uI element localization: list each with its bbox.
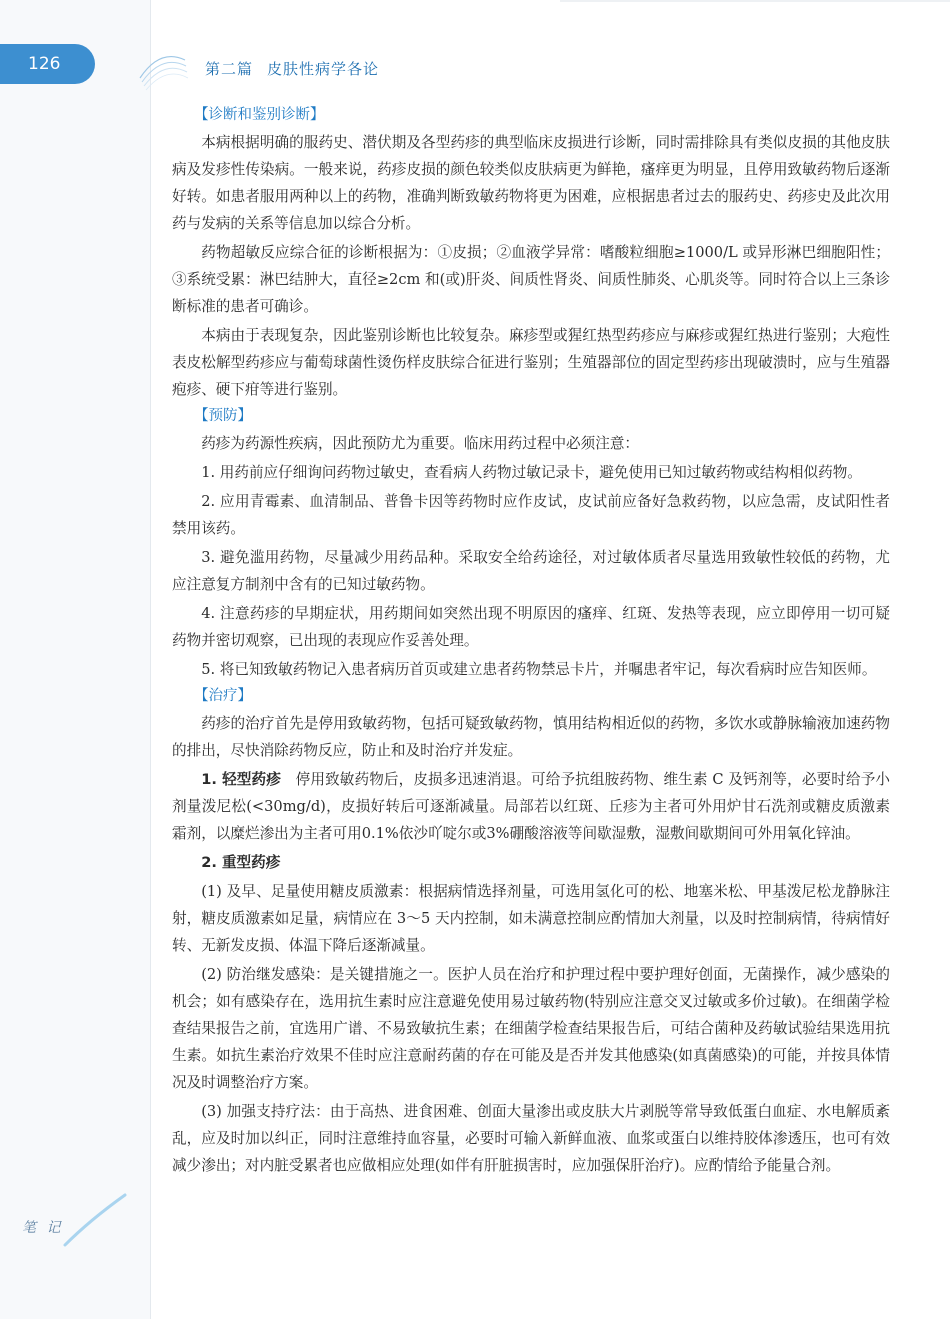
prevention-intro: 药疹为药源性疾病，因此预防尤为重要。临床用药过程中必须注意：: [201, 435, 640, 452]
page-number: 126: [28, 54, 61, 74]
treatment-severe-label: 2. 重型药疹: [201, 854, 281, 871]
heading-treatment: 【治疗】: [194, 688, 252, 704]
treatment-severe-item-3: (3) 加强支持疗法：由于高热、进食困难、创面大量渗出或皮肤大片剥脱等常导致低蛋白血症、水电解质紊乱，应及时加以纠正，同时注意维持血容量，必要时可输入新鲜血液、血浆或蛋白以维持胶体渗透压，也可有效减少渗出；对内脏受累者也应做相应处理(如伴有肝脏损害时，应加强保肝治疗)。应酌情给予能量合剂。: [172, 1103, 890, 1174]
margin-rule: [150, 0, 151, 1319]
treatment-severe-item-2: (2) 防治继发感染：是关键措施之一。医护人员在治疗和护理过程中要护理好创面，无菌操作，减少感染的机会；如有感染存在，选用抗生素时应注意避免使用易过敏药物(特别应注意交叉过敏或多价过敏)。在细菌学检查结果报告之前，宜选用广谱、不易致敏抗生素；在细菌学检查结果报告后，可结合菌种及药敏试验结果选用抗生素。如抗生素治疗效果不佳时应注意耐药菌的存在可能及是否并发其他感染(如真菌感染)的可能，并按具体情况及时调整治疗方案。: [172, 966, 890, 1091]
prevention-item-3: 3. 避免滥用药物，尽量减少用药品种。采取安全给药途径，对过敏体质者尽量选用致敏性较低的药物，尤应注意复方制剂中含有的已知过敏药物。: [172, 549, 890, 593]
running-header: [205, 58, 393, 79]
treatment-mild: [172, 766, 890, 847]
swirl-ornament-icon: [130, 38, 190, 98]
page-number-tab: [0, 44, 95, 84]
top-rule: [560, 0, 950, 2]
chapter-title: 皮肤性病学各论: [267, 60, 380, 78]
pen-stroke-icon: [60, 1190, 130, 1250]
margin-note: 笔 记: [22, 1220, 64, 1236]
prevention-item-1: 1. 用药前应仔细询问药物过敏史，查看病人药物过敏记录卡，避免使用已知过敏药物或结构相似药物。: [201, 464, 862, 481]
prevention-item-4: 4. 注意药疹的早期症状，用药期间如突然出现不明原因的瘙痒、红斑、发热等表现，应立即停用一切可疑药物并密切观察，已出现的表现应作妥善处理。: [172, 605, 890, 649]
treatment-mild-text: 停用致敏药物后，皮损多迅速消退。可给予抗组胺药物、维生素 C 及钙剂等，必要时给予小剂量泼尼松(<30mg/d)，皮损好转后可逐渐减量。局部若以红斑、丘疹为主者可外用炉甘石洗剂或糖皮质激素霜剂，以糜烂渗出为主者可用0.1%依沙吖啶尔或3%硼酸溶液等间歇湿敷，湿敷间歇期间可外用氧化锌油。: [172, 771, 890, 842]
treatment-severe-item-1: (1) 及早、足量使用糖皮质激素：根据病情选择剂量，可选用氢化可的松、地塞米松、甲基泼尼松龙静脉注射，糖皮质激素如足量，病情应在 3～5 天内控制，如未满意控制应酌情加大剂量，以及时控制病情，待病情好转、无新发皮损、体温下降后逐渐减量。: [172, 883, 890, 954]
diagnosis-paragraph-2: 药物超敏反应综合征的诊断根据为：①皮损；②血液学异常：嗜酸粒细胞≥1000/L 或异形淋巴细胞阳性；③系统受累：淋巴结肿大，直径≥2cm 和(或)肝炎、间质性肾炎、间质性肺炎、心肌炎等。同时符合以上三条诊断标准的患者可确诊。: [172, 244, 890, 315]
prevention-item-5: 5. 将已知致敏药物记入患者病历首页或建立患者药物禁忌卡片，并嘱患者牢记，每次看病时应告知医师。: [201, 661, 877, 678]
diagnosis-paragraph-1: 本病根据明确的服药史、潜伏期及各型药疹的典型临床皮损进行诊断，同时需排除具有类似皮损的其他皮肤病及发疹性传染病。一般来说，药疹皮损的颜色较类似皮肤病更为鲜艳，瘙痒更为明显，且停用致敏药物后逐渐好转。如患者服用两种以上的药物，准确判断致敏药物将更为困难，应根据患者过去的服药史、药疹史及此次用药与发病的关系等信息加以综合分析。: [172, 134, 890, 232]
diagnosis-paragraph-3: 本病由于表现复杂，因此鉴别诊断也比较复杂。麻疹型或猩红热型药疹应与麻疹或猩红热进行鉴别；大疱性表皮松解型药疹应与葡萄球菌性烫伤样皮肤综合征进行鉴别；生殖器部位的固定型药疹出现破溃时，应与生殖器疱疹、硬下疳等进行鉴别。: [172, 327, 890, 398]
prevention-item-2: 2. 应用青霉素、血清制品、普鲁卡因等药物时应作皮试，皮试前应备好急救药物，以应急需，皮试阳性者禁用该药。: [172, 493, 890, 537]
margin-band: [0, 0, 150, 1319]
treatment-intro: 药疹的治疗首先是停用致敏药物，包括可疑致敏药物，慎用结构相近似的药物，多饮水或静脉输液加速药物的排出，尽快消除药物反应，防止和及时治疗并发症。: [172, 715, 890, 759]
treatment-mild-label: 1. 轻型药疹: [201, 771, 281, 788]
page-body: [172, 102, 890, 1179]
treatment-severe: [172, 849, 890, 876]
heading-diagnosis: 【诊断和鉴别诊断】: [194, 107, 325, 123]
heading-prevention: 【预防】: [194, 408, 252, 424]
part-label: 第二篇: [205, 60, 254, 78]
